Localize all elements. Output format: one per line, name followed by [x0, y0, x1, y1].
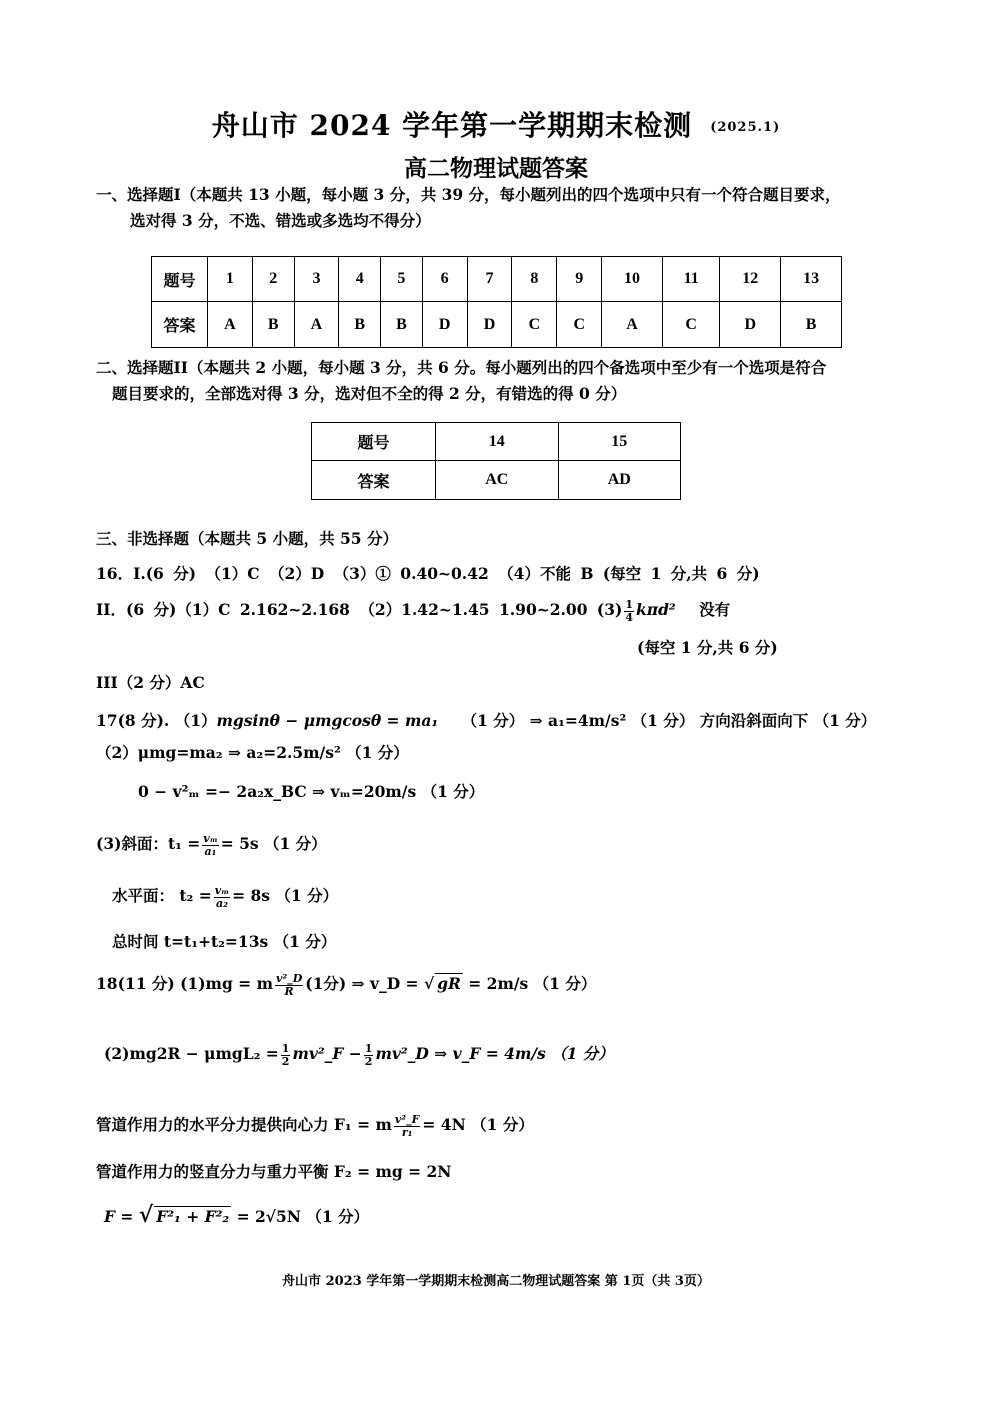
sec2-answer-2: AD [558, 461, 681, 500]
sec1-number-4: 4 [339, 257, 381, 302]
q18-l1-num: v²_D [275, 971, 303, 985]
sec1-number-6: 6 [422, 257, 467, 302]
sec3-heading: 三、非选择题（本题共 5 小题，共 55 分） [96, 529, 398, 548]
q18-l2-result: mv²_D ⇒ v_F = 4m/s （1 分） [375, 1044, 614, 1063]
q16-part3: III（2 分）AC [96, 673, 205, 692]
exam-date: (2025.1) [710, 120, 781, 135]
sec1-answer-12: D [720, 302, 781, 348]
sec2-instructions-line2: 题目要求的，全部选对得 3 分，选对但不全的得 2 分，有错选的得 0 分） [112, 384, 627, 403]
title-text: 舟山市 2024 学年第一学期期末检测 [211, 109, 693, 142]
q17-l4-label: (3)斜面：t₁ = [96, 834, 201, 853]
q17-line5 [112, 884, 338, 910]
q18-l2-label: (2)mg2R − μmgL₂ = [104, 1044, 279, 1063]
page-footer: 舟山市 2023 学年第一学期期末检测高二物理试题答案 第 1页（共 3页） [282, 1274, 710, 1289]
q18-l5-result: = 2√5N （1 分） [236, 1207, 370, 1226]
sec1-number-3: 3 [294, 257, 339, 302]
q18-l2-f1-den: 2 [281, 1054, 290, 1068]
q17-l1-result: （1 分） ⇒ a₁=4m/s² （1 分） 方向沿斜面向下 （1 分） [461, 711, 877, 730]
sec1-number-11: 11 [662, 257, 720, 302]
q17-l4-fraction [202, 833, 218, 858]
q18-line5: F = √ F²₁ + F²₂ = 2√5N （1 分） [104, 1202, 370, 1228]
q18-l1-mid: (1分) ⇒ v_D = [305, 974, 419, 993]
sec1-head-label: 题号 [152, 257, 208, 302]
q18-l1-den: R [284, 984, 294, 998]
sec1-answer-10: A [602, 302, 663, 348]
page-subtitle: 高二物理试题答案 [404, 155, 588, 182]
sec1-number-8: 8 [512, 257, 557, 302]
q18-l2-mid: mv²_F − [292, 1044, 362, 1063]
q18-l3-label: 管道作用力的水平分力提供向心力 F₁ = m [96, 1115, 392, 1134]
q18-l2-f1-num: 1 [281, 1041, 290, 1055]
q18-l1-sqrt: gR [437, 974, 461, 993]
sec1-answer-table [151, 256, 842, 348]
sec1-answer-1: A [208, 302, 253, 348]
sec1-number-2: 2 [252, 257, 294, 302]
sec1-answer-6: D [422, 302, 467, 348]
sec1-answer-2: B [252, 302, 294, 348]
sec1-number-10: 10 [602, 257, 663, 302]
q17-line3: 0 − v²ₘ =− 2a₂x_BC ⇒ vₘ=20m/s （1 分） [138, 782, 485, 801]
q16-part2 [96, 598, 730, 624]
sec1-number-5: 5 [381, 257, 423, 302]
q17-l1-label: 17(8 分). （1） [96, 711, 217, 730]
q17-line4 [96, 832, 327, 858]
sec2-ans-label: 答案 [312, 461, 436, 500]
sec1-instructions-line1: 一、选择题I（本题共 13 小题，每小题 3 分，共 39 分，每小题列出的四个选项中只有一个符合题目要求， [96, 185, 841, 204]
q18-l5-sqrt: F²₁ + F²₂ [156, 1207, 230, 1226]
q18-line1: 18(11 分) (1)mg = m $\frac{\text{v²\_D}}{R}$ (1分) ⇒ v_D = √ gR = 2m/s （1 分） [96, 971, 597, 998]
q18-l3-den: r₁ [401, 1125, 413, 1139]
sec2-instructions-line1: 二、选择题II（本题共 2 小题，每小题 3 分，共 6 分。每小题列出的四个备选项中至少有一个选项是符合 [96, 358, 827, 377]
sec1-number-12: 12 [720, 257, 781, 302]
sec1-answer-7: D [467, 302, 512, 348]
sec1-answer-5: B [381, 302, 423, 348]
q18-l1-label: 18(11 分) (1)mg = m [96, 974, 273, 993]
q17-line2: （2）μmg=ma₂ ⇒ a₂=2.5m/s² （1 分） [96, 743, 409, 762]
q17-l5-label: 水平面： t₂ = [112, 886, 212, 905]
sec1-number-7: 7 [467, 257, 512, 302]
q17-l5-den: a₂ [215, 896, 228, 910]
q18-l3-fraction [394, 1114, 421, 1139]
q18-line3 [96, 1113, 534, 1139]
sec1-number-13: 13 [781, 257, 842, 302]
sec1-answer-4: B [339, 302, 381, 348]
q17-l5-fraction [214, 885, 230, 910]
q17-l5-num: vₘ [214, 883, 230, 897]
sec2-answer-1: AC [436, 461, 559, 500]
sec2-head-label: 题号 [312, 423, 436, 461]
q18-l3-num: v²_F [394, 1112, 420, 1126]
sec2-number-2: 15 [558, 423, 681, 461]
sec1-answer-11: C [662, 302, 720, 348]
q17-l4-num: vₘ [203, 831, 218, 845]
q17-l4-result: = 5s （1 分） [220, 834, 327, 853]
sec1-instructions-line2: 选对得 3 分，不选、错选或多选均不得分） [130, 211, 431, 230]
q18-l1-result: = 2m/s （1 分） [468, 974, 597, 993]
sec1-ans-label: 答案 [152, 302, 208, 348]
q16-formula: kπd² [636, 600, 676, 619]
q18-line4: 管道作用力的竖直分力与重力平衡 F₂ = mg = 2N [96, 1162, 452, 1181]
q16-answer-none: 没有 [699, 600, 731, 619]
q17-line6: 总时间 t=t₁+t₂=13s （1 分） [112, 932, 337, 951]
q18-l1-fraction [275, 973, 303, 998]
q17-l4-den: a₁ [204, 844, 217, 858]
page-title [0, 104, 992, 144]
sec2-answer-table [311, 422, 681, 500]
q18-l2-fraction1 [281, 1043, 291, 1068]
sec1-answer-9: C [557, 302, 602, 348]
q18-l5-label: F = [104, 1207, 134, 1226]
sec1-answer-8: C [512, 302, 557, 348]
q18-l3-result: = 4N （1 分） [422, 1115, 534, 1134]
q18-line2 [104, 1042, 614, 1068]
q17-l1-equation: mgsinθ − μmgcosθ = ma₁ [216, 711, 439, 730]
q17-line1 [96, 709, 876, 731]
q17-l5-result: = 8s （1 分） [232, 886, 339, 905]
q16-quarter-fraction: $\frac{1}{4}$ [625, 597, 633, 624]
q16-part2-note: (每空 1 分,共 6 分) [637, 638, 778, 657]
q16-part1: 16．I.(6 分) （1）C （2）D （3）① 0.40~0.42 （4）不能 B (每空 1 分,共 6 分) [96, 564, 760, 583]
sec2-number-1: 14 [436, 423, 559, 461]
sec1-number-9: 9 [557, 257, 602, 302]
q18-l2-fraction2: $\frac{1}{2}$ [364, 1041, 373, 1068]
sec1-answer-13: B [781, 302, 842, 348]
sec1-number-1: 1 [208, 257, 253, 302]
sec1-answer-3: A [294, 302, 339, 348]
q16-part2-text: II．(6 分)（1）C 2.162~2.168 （2）1.42~1.45 1.90~2.00 (3) [96, 600, 623, 619]
